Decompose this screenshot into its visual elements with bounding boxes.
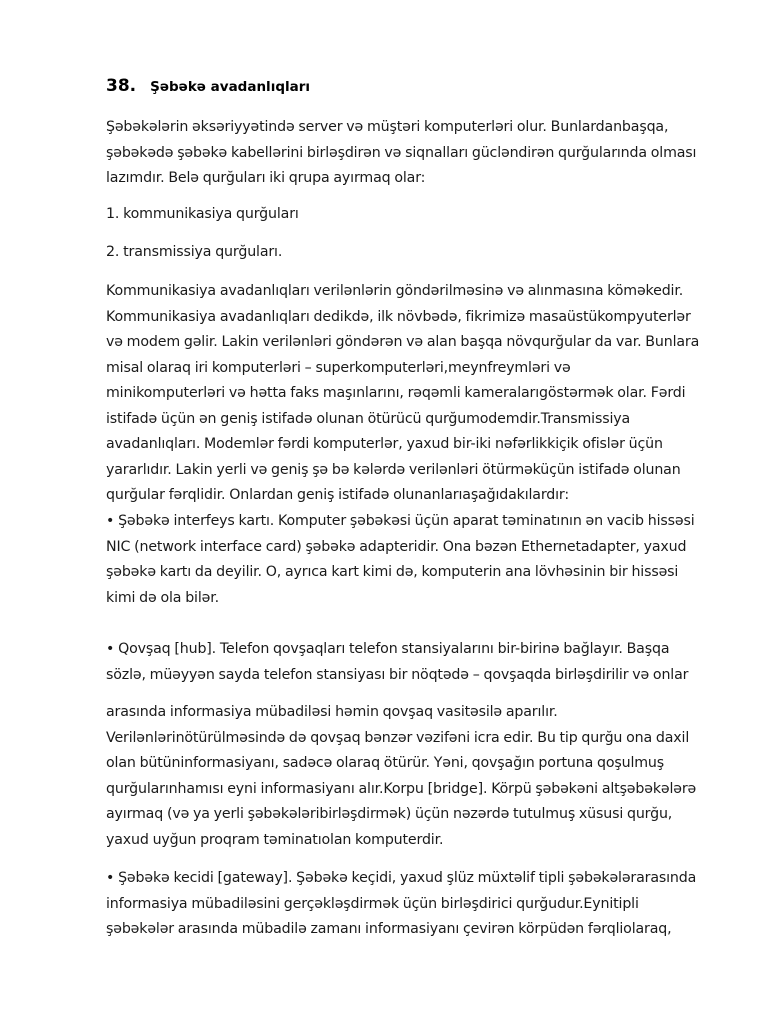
paragraph-hub-continued bbox=[106, 700, 721, 853]
text-line: şəbəkələr arasında mübadilə zamanı informasiyanı çevirən körpüdən fərqliolaraq, bbox=[106, 921, 672, 937]
text-line: arasında informasiya mübadiləsi həmin qovşaq vasitəsilə aparılır. bbox=[106, 704, 558, 720]
text-line: istifadə üçün ən geniş istifadə olunan ötürücü qurğumodemdir.Transmissiya bbox=[106, 410, 631, 427]
text-line: sözlə, müəyyən sayda telefon stansiyası bir nöqtədə – qovşaqda birləşdirilir və onlar bbox=[106, 666, 689, 683]
text-line: misal olaraq iri komputerləri – superkomputerləri,meynfreymləri və bbox=[106, 359, 571, 376]
text-line: Şəbəkələrin əksəriyyətində server və müştəri komputerləri olur. Bunlardanbaşqa, bbox=[106, 119, 669, 135]
text-line: ayırmaq (və ya yerli şəbəkələribirləşdirmək) üçün nəzərdə tutulmuş xüsusi qurğu, bbox=[106, 806, 673, 822]
paragraph-communication bbox=[106, 279, 721, 509]
text-line: lazımdır. Belə qurğuları iki qrupa ayırmaq olar: bbox=[106, 170, 426, 186]
list-item-2 bbox=[106, 240, 721, 266]
text-line: • Şəbəkə kecidi [gateway]. Şəbəkə keçidi, yaxud şlüz müxtəlif tipli şəbəkələrarasında bbox=[106, 870, 697, 886]
text-line: və modem gəlir. Lakin verilənləri göndərən və alan başqa növqurğular da var. Bunlara bbox=[106, 334, 700, 350]
paragraph-intro bbox=[106, 115, 721, 192]
text-line: olan bütüninformasiyanı, sadəcə olaraq ötürür. Yəni, qovşağın portuna qoşulmuş bbox=[106, 755, 665, 771]
text-line: avadanlıqları. Modemlər fərdi komputerlər, yaxud bir-iki nəfərlikkiçik ofislər üçün bbox=[106, 436, 663, 452]
text-line: şəbəkədə şəbəkə kabellərini birləşdirən və siqnalları gücləndirən qurğularında olması bbox=[106, 144, 697, 161]
text-line: yararlıdır. Lakin yerli və geniş şə bə kələrdə verilənləri ötürməküçün istifadə olunan bbox=[106, 461, 681, 478]
paragraph-hub bbox=[106, 637, 721, 688]
text-line: şəbəkə kartı da deyilir. O, ayrıca kart kimi də, komputerin ana lövhəsinin bir hissəsi bbox=[106, 564, 679, 580]
section-number: 38. bbox=[106, 76, 137, 96]
text-line: • Şəbəkə interfeys kartı. Komputer şəbəkəsi üçün aparat təminatının ən vacib hissəsi bbox=[106, 513, 695, 529]
text-line: 2. transmissiya qurğuları. bbox=[106, 244, 283, 260]
list-item-1 bbox=[106, 202, 721, 228]
text-line: kimi də ola bilər. bbox=[106, 589, 219, 606]
paragraph-nic bbox=[106, 509, 721, 611]
text-line: Kommunikasiya avadanlıqları dedikdə, ilk növbədə, fikrimizə masaüstükompyuterlər bbox=[106, 308, 691, 325]
section-title: Şəbəkə avadanlıqları bbox=[150, 79, 311, 95]
text-line: minikomputerləri və hətta faks maşınlarını, rəqəmli kameralarıgöstərmək olar. Fərdi bbox=[106, 385, 686, 401]
text-line: qurğularınhamısı eyni informasiyanı alır.Korpu [bridge]. Körpü şəbəkəni altşəbəkələrə bbox=[106, 780, 697, 797]
text-line: informasiya mübadiləsini gerçəkləşdirmək üçün birləşdirici qurğudur.Eynitipli bbox=[106, 895, 639, 912]
text-line: • Qovşaq [hub]. Telefon qovşaqları telefon stansiyalarını bir-birinə bağlayır. Başqa bbox=[106, 641, 670, 657]
text-line: yaxud uyğun proqram təminatıolan komputerdir. bbox=[106, 831, 444, 848]
text-line: Kommunikasiya avadanlıqları verilənlərin göndərilməsinə və alınmasına köməkedir. bbox=[106, 283, 684, 299]
text-line: Verilənlərinötürülməsində də qovşaq bənzər vəzifəni icra edir. Bu tip qurğu ona daxil bbox=[106, 729, 690, 746]
section-heading bbox=[106, 76, 310, 96]
text-line: qurğular fərqlidir. Onlardan geniş istifadə olunanlarıaşağıdakılardır: bbox=[106, 487, 569, 503]
paragraph-gateway bbox=[106, 866, 721, 943]
text-line: 1. kommunikasiya qurğuları bbox=[106, 206, 299, 222]
text-line: NIC (network interface card) şəbəkə adapteridir. Ona bəzən Ethernetadapter, yaxud bbox=[106, 538, 687, 555]
